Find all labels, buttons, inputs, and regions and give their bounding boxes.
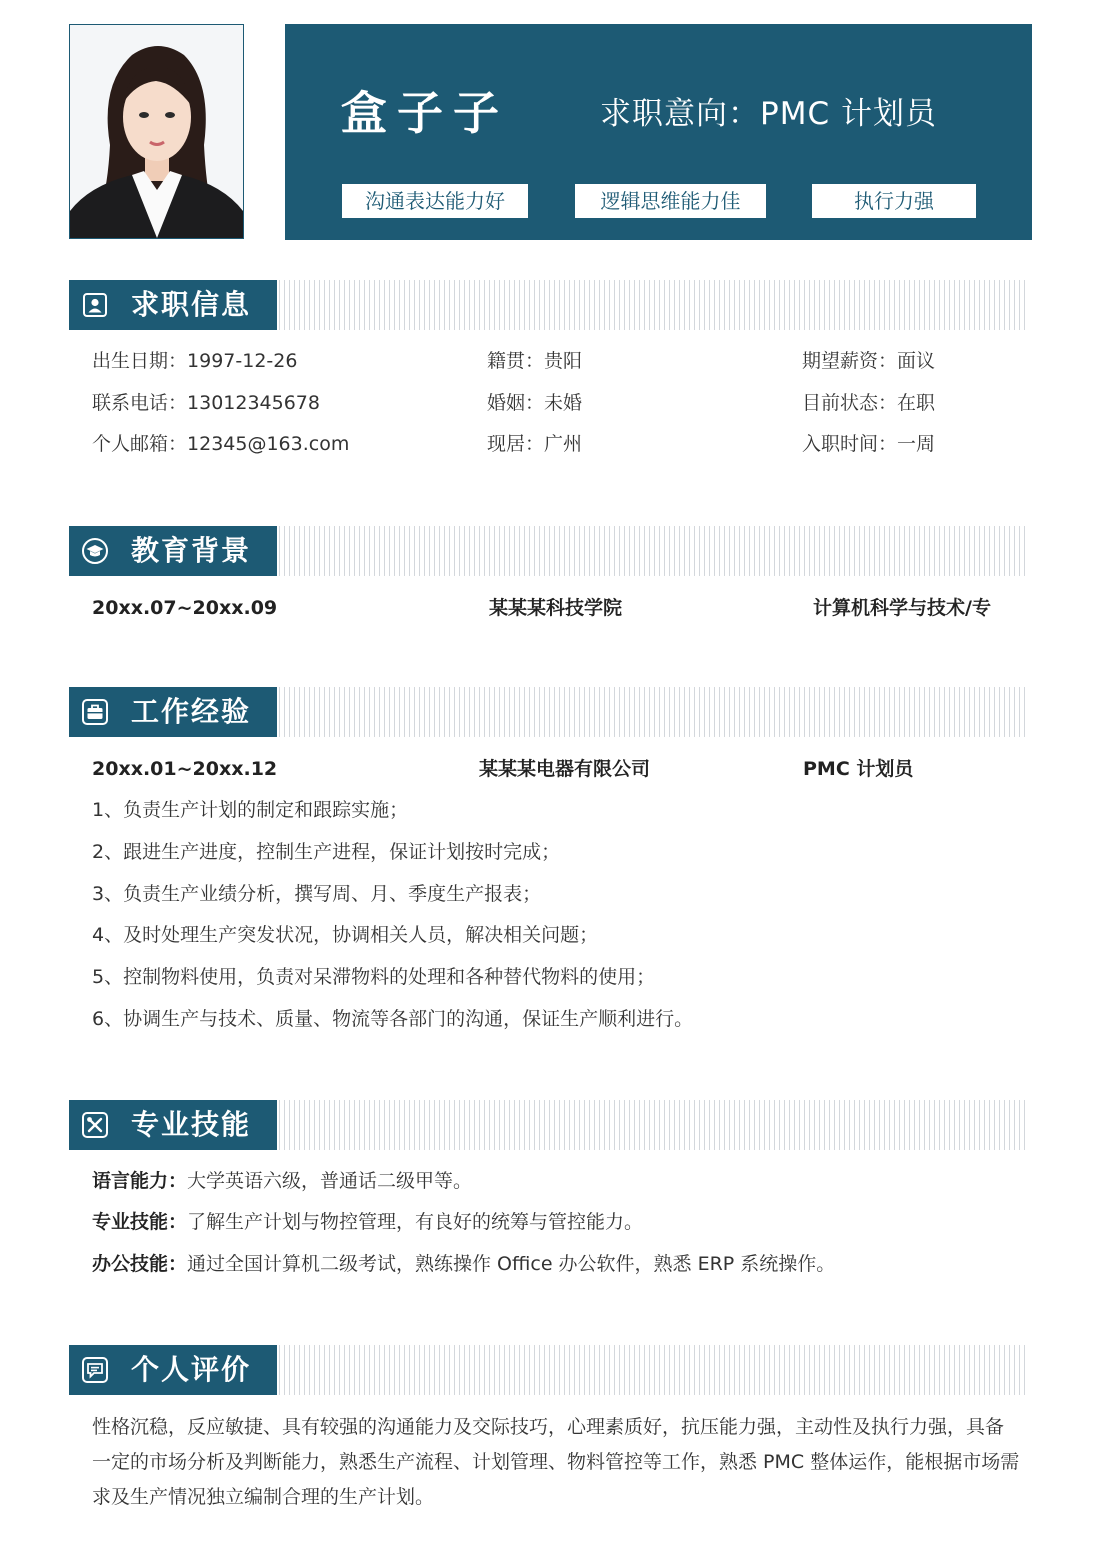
skill-professional: 专业技能：了解生产计划与物控管理，有良好的统筹与管控能力。 bbox=[92, 1211, 644, 1233]
tag-execution: 执行力强 bbox=[812, 184, 976, 218]
info-native-place: 籍贯：贵阳 bbox=[487, 350, 583, 372]
info-phone: 联系电话：13012345678 bbox=[92, 392, 320, 414]
work-duty: 4、及时处理生产突发状况，协调相关人员，解决相关问题； bbox=[92, 924, 599, 946]
work-duty: 5、控制物料使用，负责对呆滞物料的处理和各种替代物料的使用； bbox=[92, 966, 656, 988]
section-header-work bbox=[69, 687, 1029, 737]
section-title: 求职信息 bbox=[131, 288, 252, 321]
info-marital: 婚姻：未婚 bbox=[487, 392, 583, 414]
info-birth: 出生日期：1997-12-26 bbox=[92, 350, 298, 372]
graduation-cap-icon bbox=[81, 537, 109, 565]
section-header-skills bbox=[69, 1100, 1029, 1150]
section-header-job-info bbox=[69, 280, 1029, 330]
tools-icon bbox=[81, 1111, 109, 1139]
work-duty: 3、负责生产业绩分析，撰写周、月、季度生产报表； bbox=[92, 883, 542, 905]
section-title: 专业技能 bbox=[131, 1108, 252, 1141]
skill-office: 办公技能：通过全国计算机二级考试，熟练操作 Office 办公软件，熟悉 ERP 系统操作。 bbox=[92, 1253, 836, 1275]
candidate-name: 盒子子 bbox=[341, 86, 509, 140]
tag-communication: 沟通表达能力好 bbox=[342, 184, 528, 218]
profile-photo bbox=[69, 24, 244, 239]
work-duty: 2、跟进生产进度，控制生产进程，保证计划按时完成； bbox=[92, 841, 561, 863]
section-header-education bbox=[69, 526, 1029, 576]
evaluation-text: 性格沉稳，反应敏捷、具有较强的沟通能力及交际技巧，心理素质好，抗压能力强，主动性及执行力强，具备一定的市场分析及判断能力，熟悉生产流程、计划管理、物料管控等工作，熟悉 PMC 整体运作，能根据市场需求及生产情况独立编制合理的生产计划。 bbox=[92, 1416, 1020, 1508]
section-title: 工作经验 bbox=[131, 695, 252, 728]
skill-language: 语言能力：大学英语六级，普通话二级甲等。 bbox=[92, 1170, 473, 1192]
info-status: 目前状态：在职 bbox=[802, 392, 936, 414]
edu-period: 20xx.07~20xx.09 bbox=[92, 597, 278, 619]
header-banner bbox=[285, 24, 1032, 240]
tag-logic: 逻辑思维能力佳 bbox=[575, 184, 766, 218]
section-header-evaluation bbox=[69, 1345, 1029, 1395]
section-title: 教育背景 bbox=[131, 534, 252, 567]
work-company: 某某某电器有限公司 bbox=[479, 758, 651, 780]
info-start-time: 入职时间：一周 bbox=[802, 433, 936, 455]
info-email: 个人邮箱：12345@163.com bbox=[92, 433, 350, 455]
section-title: 个人评价 bbox=[131, 1353, 252, 1386]
user-card-icon bbox=[81, 291, 109, 319]
work-duty: 6、协调生产与技术、质量、物流等各部门的沟通，保证生产顺利进行。 bbox=[92, 1008, 694, 1030]
briefcase-icon bbox=[81, 698, 109, 726]
job-intent: 求职意向：PMC 计划员 bbox=[600, 96, 937, 132]
edu-major: 计算机科学与技术/专 bbox=[813, 597, 991, 619]
info-residence: 现居：广州 bbox=[487, 433, 583, 455]
work-position: PMC 计划员 bbox=[803, 758, 914, 780]
chat-bubble-icon bbox=[81, 1356, 109, 1384]
edu-school: 某某某科技学院 bbox=[489, 597, 623, 619]
work-period: 20xx.01~20xx.12 bbox=[92, 758, 278, 780]
work-duty: 1、负责生产计划的制定和跟踪实施； bbox=[92, 799, 409, 821]
info-salary: 期望薪资：面议 bbox=[802, 350, 936, 372]
